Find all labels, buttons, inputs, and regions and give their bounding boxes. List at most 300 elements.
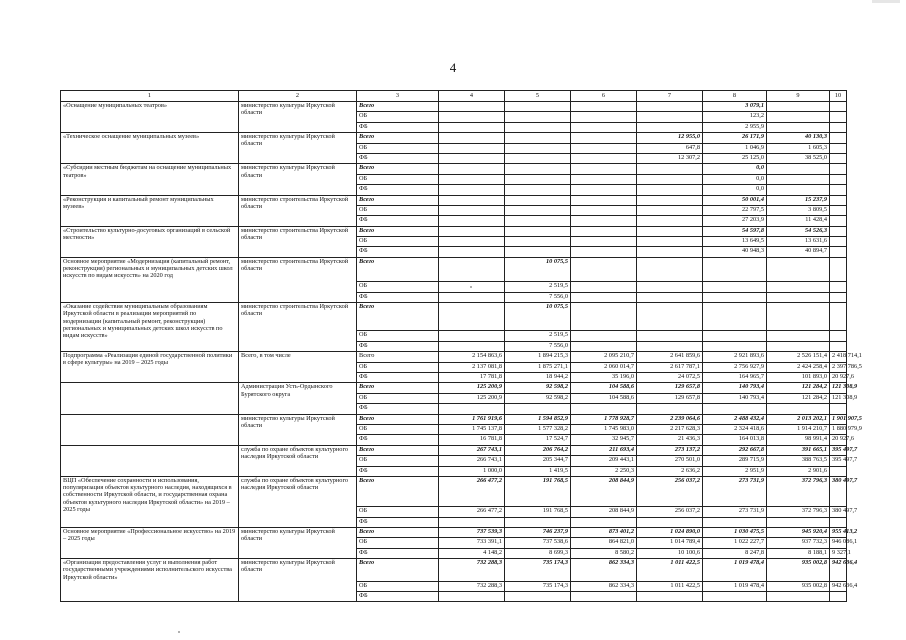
program-name-cell: «Реконструкция и капитальный ремонт муниципальных музеев»	[61, 195, 239, 226]
amount-cell: 266 477,2	[439, 476, 505, 506]
amount-cell	[767, 282, 830, 292]
amount-cell	[830, 237, 847, 247]
amount-cell: 391 665,1	[767, 445, 830, 455]
amount-cell: 21 436,3	[637, 435, 703, 445]
amount-cell: 2 397 786,5	[830, 362, 847, 372]
funding-source-cell: ОБ	[357, 174, 439, 184]
amount-cell: 942 636,4	[830, 559, 847, 581]
amount-cell: 1 901 907,5	[830, 414, 847, 424]
amount-cell: 208 844,9	[571, 476, 637, 506]
amount-cell	[439, 102, 505, 112]
executor-cell: министерство культуры Иркутской области	[239, 414, 357, 445]
amount-cell	[505, 226, 571, 236]
amount-cell: 372 796,3	[767, 476, 830, 506]
funding-source-cell: Всего	[357, 414, 439, 424]
amount-cell	[439, 122, 505, 132]
amount-cell	[571, 133, 637, 143]
amount-cell: 292 667,8	[703, 445, 767, 455]
amount-cell	[505, 164, 571, 174]
executor-cell: министерство культуры Иркутской области	[239, 528, 357, 559]
amount-cell: 98 991,4	[767, 435, 830, 445]
funding-source-cell: ОБ	[357, 237, 439, 247]
header-cell: 6	[571, 91, 637, 102]
program-name-cell	[61, 445, 239, 476]
amount-cell: 129 657,8	[637, 393, 703, 403]
executor-cell: Всего, в том числе	[239, 352, 357, 383]
amount-cell: 733 391,1	[439, 538, 505, 548]
amount-cell: 1 419,5	[505, 466, 571, 476]
amount-cell	[767, 174, 830, 184]
table-body	[61, 102, 862, 602]
amount-cell: 935 002,8	[767, 581, 830, 591]
amount-cell: 746 237,9	[505, 528, 571, 538]
amount-cell: 862 334,3	[571, 559, 637, 581]
amount-cell	[439, 112, 505, 122]
amount-cell	[505, 216, 571, 226]
amount-cell: 9 327,1	[830, 548, 847, 558]
amount-cell: 2 154 863,6	[439, 352, 505, 362]
amount-cell	[571, 102, 637, 112]
amount-cell	[571, 257, 637, 281]
program-name-cell: «Организация предоставления услуг и выполнения работ государственными учреждениями исполнительского искусства Иркутской области»	[61, 559, 239, 602]
amount-cell	[830, 466, 847, 476]
amount-cell	[439, 164, 505, 174]
amount-cell	[767, 341, 830, 351]
amount-cell: 206 764,2	[505, 445, 571, 455]
funding-source-cell: ФБ	[357, 435, 439, 445]
amount-cell	[703, 517, 767, 527]
amount-cell: 20 927,6	[830, 435, 847, 445]
amount-cell: 2 526 151,4	[767, 352, 830, 362]
amount-cell	[571, 517, 637, 527]
amount-cell	[637, 216, 703, 226]
amount-cell	[637, 195, 703, 205]
amount-cell	[571, 592, 637, 602]
amount-cell: 129 657,8	[637, 383, 703, 393]
amount-cell: 92 598,2	[505, 393, 571, 403]
program-name-cell	[61, 414, 239, 445]
amount-cell	[830, 112, 847, 122]
amount-cell	[505, 205, 571, 215]
amount-cell	[830, 122, 847, 132]
amount-cell: 2 250,3	[571, 466, 637, 476]
header-cell: 2	[239, 91, 357, 102]
amount-cell: 54 526,3	[767, 226, 830, 236]
amount-cell	[637, 185, 703, 195]
table-row	[61, 559, 847, 581]
executor-cell: служба по охране объектов культурного наследия Иркутской области	[239, 445, 357, 476]
amount-cell: 20 927,6	[830, 372, 847, 382]
header-cell: 5	[505, 91, 571, 102]
amount-cell: 395 497,7	[830, 445, 847, 455]
amount-cell: 101 893,0	[767, 372, 830, 382]
amount-cell	[439, 331, 505, 341]
funding-source-cell: Всего	[357, 303, 439, 331]
amount-cell: 1 778 928,7	[571, 414, 637, 424]
amount-cell: 7 556,0	[505, 341, 571, 351]
amount-cell	[439, 195, 505, 205]
amount-cell	[830, 282, 847, 292]
amount-cell: 2 756 927,9	[703, 362, 767, 372]
amount-cell	[439, 185, 505, 195]
funding-source-cell: ФБ	[357, 153, 439, 163]
amount-cell	[767, 257, 830, 281]
funding-source-cell: ОБ	[357, 331, 439, 341]
executor-cell: министерство строительства Иркутской области	[239, 226, 357, 257]
amount-cell	[637, 292, 703, 302]
scan-speck	[470, 286, 472, 288]
amount-cell: 2 901,6	[767, 466, 830, 476]
amount-cell	[830, 292, 847, 302]
amount-cell: 2 095 210,7	[571, 352, 637, 362]
amount-cell: 0,0	[703, 164, 767, 174]
executor-cell: министерство строительства Иркутской области	[239, 195, 357, 226]
table-row	[61, 133, 847, 143]
amount-cell	[439, 303, 505, 331]
funding-source-cell: ОБ	[357, 538, 439, 548]
amount-cell: 2 217 628,3	[637, 424, 703, 434]
amount-cell: 164 013,8	[703, 435, 767, 445]
amount-cell	[439, 153, 505, 163]
amount-cell: 1 000,0	[439, 466, 505, 476]
amount-cell	[571, 122, 637, 132]
funding-source-cell: ОБ	[357, 456, 439, 466]
amount-cell	[571, 174, 637, 184]
amount-cell: 2 955,9	[703, 122, 767, 132]
amount-cell: 4 148,2	[439, 548, 505, 558]
amount-cell	[637, 247, 703, 257]
amount-cell: 380 497,7	[830, 476, 847, 506]
header-cell: 10	[830, 91, 847, 102]
amount-cell: 8 188,1	[767, 548, 830, 558]
amount-cell	[767, 112, 830, 122]
funding-source-cell: ФБ	[357, 592, 439, 602]
amount-cell	[439, 257, 505, 281]
amount-cell: 40 130,3	[767, 133, 830, 143]
amount-cell	[637, 226, 703, 236]
funding-source-cell: Всего	[357, 102, 439, 112]
amount-cell: 1 605,3	[767, 143, 830, 153]
amount-cell	[830, 257, 847, 281]
amount-cell	[703, 292, 767, 302]
amount-cell	[505, 195, 571, 205]
amount-cell	[439, 237, 505, 247]
funding-source-cell: Всего	[357, 476, 439, 506]
amount-cell: 3 079,1	[703, 102, 767, 112]
amount-cell: 732 288,3	[439, 581, 505, 591]
executor-cell: министерство строительства Иркутской области	[239, 303, 357, 352]
amount-cell	[703, 404, 767, 414]
program-name-cell: Подпрограмма «Реализация единой государственной политики в сфере культуры» на 2019 – 2025 годы	[61, 352, 239, 383]
funding-source-cell: Всего	[357, 528, 439, 538]
amount-cell	[439, 226, 505, 236]
amount-cell: 388 763,5	[767, 456, 830, 466]
amount-cell: 270 501,0	[637, 456, 703, 466]
amount-cell: 935 002,8	[767, 559, 830, 581]
amount-cell: 873 401,2	[571, 528, 637, 538]
funding-source-cell: ОБ	[357, 581, 439, 591]
amount-cell: 1 030 475,5	[703, 528, 767, 538]
funding-source-cell: ФБ	[357, 292, 439, 302]
amount-cell: 140 793,4	[703, 383, 767, 393]
amount-cell: 1 875 271,1	[505, 362, 571, 372]
amount-cell: 937 732,3	[767, 538, 830, 548]
amount-cell	[637, 174, 703, 184]
amount-cell	[571, 237, 637, 247]
amount-cell: 13 649,5	[703, 237, 767, 247]
amount-cell: 1 761 919,6	[439, 414, 505, 424]
amount-cell	[505, 102, 571, 112]
amount-cell	[637, 237, 703, 247]
amount-cell	[830, 153, 847, 163]
amount-cell	[830, 404, 847, 414]
amount-cell	[703, 341, 767, 351]
amount-cell	[703, 303, 767, 331]
amount-cell: 38 525,0	[767, 153, 830, 163]
amount-cell: 121 308,9	[830, 383, 847, 393]
amount-cell: 208 844,9	[571, 507, 637, 517]
table-row	[61, 445, 847, 455]
program-name-cell: Основное мероприятие «Профессиональное искусство» на 2019 – 2025 годы	[61, 528, 239, 559]
amount-cell: 11 428,4	[767, 216, 830, 226]
program-name-cell: «Строительство культурно-досуговых организаций в сельской местности»	[61, 226, 239, 257]
funding-source-cell: ФБ	[357, 247, 439, 257]
funding-source-cell: ОБ	[357, 282, 439, 292]
amount-cell	[439, 404, 505, 414]
amount-cell	[571, 153, 637, 163]
amount-cell	[637, 404, 703, 414]
amount-cell	[571, 282, 637, 292]
amount-cell: 211 693,4	[571, 445, 637, 455]
amount-cell	[830, 592, 847, 602]
amount-cell: 17 781,8	[439, 372, 505, 382]
amount-cell	[830, 341, 847, 351]
amount-cell: 372 796,3	[767, 507, 830, 517]
amount-cell: 1 022 227,7	[703, 538, 767, 548]
amount-cell: 15 237,9	[767, 195, 830, 205]
amount-cell	[830, 143, 847, 153]
funding-source-cell: Всего	[357, 133, 439, 143]
budget-table	[60, 90, 862, 602]
amount-cell: 942 636,4	[830, 581, 847, 591]
amount-cell: 50 001,4	[703, 195, 767, 205]
amount-cell: 1 024 890,0	[637, 528, 703, 538]
amount-cell: 92 598,2	[505, 383, 571, 393]
amount-cell	[505, 517, 571, 527]
amount-cell	[439, 205, 505, 215]
amount-cell	[703, 257, 767, 281]
amount-cell: 735 174,3	[505, 559, 571, 581]
amount-cell: 17 524,7	[505, 435, 571, 445]
amount-cell: 732 288,3	[439, 559, 505, 581]
amount-cell	[703, 282, 767, 292]
amount-cell: 8 580,2	[571, 548, 637, 558]
amount-cell: 735 174,3	[505, 581, 571, 591]
amount-cell	[571, 303, 637, 331]
amount-cell: 2 519,5	[505, 331, 571, 341]
amount-cell: 7 556,0	[505, 292, 571, 302]
amount-cell: 54 597,8	[703, 226, 767, 236]
table-row	[61, 226, 847, 236]
table-row	[61, 383, 847, 393]
amount-cell: 32 945,7	[571, 435, 637, 445]
amount-cell	[767, 303, 830, 331]
table-row	[61, 195, 847, 205]
amount-cell	[439, 174, 505, 184]
amount-cell	[571, 331, 637, 341]
amount-cell	[767, 164, 830, 174]
amount-cell: 266 743,1	[439, 456, 505, 466]
amount-cell	[571, 226, 637, 236]
amount-cell	[703, 592, 767, 602]
amount-cell: 26 171,9	[703, 133, 767, 143]
amount-cell: 2 636,2	[637, 466, 703, 476]
executor-cell: служба по охране объектов культурного наследия Иркутской области	[239, 476, 357, 527]
amount-cell	[505, 237, 571, 247]
amount-cell: 737 539,3	[439, 528, 505, 538]
scan-speck	[178, 631, 180, 633]
program-name-cell: «Субсидии местным бюджетам на оснащение муниципальных театров»	[61, 164, 239, 195]
table-row	[61, 476, 847, 506]
amount-cell: 10 075,5	[505, 257, 571, 281]
amount-cell	[767, 102, 830, 112]
amount-cell: 13 631,6	[767, 237, 830, 247]
amount-cell	[830, 195, 847, 205]
amount-cell	[505, 133, 571, 143]
header-cell: 9	[767, 91, 830, 102]
amount-cell: 121 308,9	[830, 393, 847, 403]
amount-cell: 273 137,2	[637, 445, 703, 455]
program-name-cell: «Техническое оснащение муниципальных музеев»	[61, 133, 239, 164]
amount-cell: 121 284,2	[767, 393, 830, 403]
executor-cell: министерство строительства Иркутской области	[239, 257, 357, 302]
funding-source-cell: ФБ	[357, 466, 439, 476]
amount-cell	[505, 112, 571, 122]
amount-cell: 1 011 422,5	[637, 581, 703, 591]
amount-cell	[505, 592, 571, 602]
amount-cell: 3 809,5	[767, 205, 830, 215]
amount-cell	[830, 226, 847, 236]
executor-cell: Администрация Усть-Ордынского Бурятского округа	[239, 383, 357, 414]
amount-cell	[637, 282, 703, 292]
funding-source-cell: ОБ	[357, 205, 439, 215]
amount-cell: 25 125,0	[703, 153, 767, 163]
executor-cell: министерство культуры Иркутской области	[239, 102, 357, 133]
header-cell: 3	[357, 91, 439, 102]
amount-cell	[637, 112, 703, 122]
amount-cell: 1 014 789,4	[637, 538, 703, 548]
funding-source-cell: ОБ	[357, 143, 439, 153]
amount-cell	[505, 174, 571, 184]
program-name-cell: Основное мероприятие «Модернизация (капитальный ремонт, реконструкция) региональных и муниципальных детских школ искусств по видам искусств» на 2020 год	[61, 257, 239, 302]
amount-cell	[571, 195, 637, 205]
amount-cell	[830, 102, 847, 112]
amount-cell: 205 344,7	[505, 456, 571, 466]
amount-cell	[830, 205, 847, 215]
amount-cell: 1 011 422,5	[637, 559, 703, 581]
amount-cell: 10 100,6	[637, 548, 703, 558]
funding-source-cell: ФБ	[357, 185, 439, 195]
amount-cell	[505, 404, 571, 414]
amount-cell	[830, 185, 847, 195]
amount-cell	[637, 331, 703, 341]
amount-cell: 955 413,2	[830, 528, 847, 538]
amount-cell	[637, 341, 703, 351]
amount-cell	[505, 122, 571, 132]
amount-cell	[830, 247, 847, 257]
amount-cell	[571, 185, 637, 195]
header-row	[61, 91, 847, 102]
amount-cell	[571, 205, 637, 215]
amount-cell: 289 715,9	[703, 456, 767, 466]
funding-source-cell: ОБ	[357, 393, 439, 403]
amount-cell: 40 894,7	[767, 247, 830, 257]
amount-cell	[767, 122, 830, 132]
program-name-cell: «Оказание содействия муниципальным образованиям Иркутской области в реализации мероприятий по модернизации (капитальный ремонт, реконструкция) региональных и муниципальных детских школ искусств по видам искусств»	[61, 303, 239, 352]
amount-cell	[830, 303, 847, 331]
amount-cell	[767, 185, 830, 195]
amount-cell	[637, 517, 703, 527]
amount-cell: 256 037,2	[637, 476, 703, 506]
amount-cell	[571, 112, 637, 122]
amount-cell	[767, 517, 830, 527]
amount-cell	[505, 247, 571, 257]
executor-cell: министерство культуры Иркутской области	[239, 164, 357, 195]
header-cell: 4	[439, 91, 505, 102]
amount-cell: 2 239 064,6	[637, 414, 703, 424]
amount-cell: 737 538,6	[505, 538, 571, 548]
amount-cell: 2 013 202,1	[767, 414, 830, 424]
amount-cell	[703, 331, 767, 341]
amount-cell	[830, 216, 847, 226]
amount-cell	[637, 102, 703, 112]
amount-cell: 273 731,9	[703, 507, 767, 517]
amount-cell	[767, 592, 830, 602]
amount-cell: 104 588,6	[571, 383, 637, 393]
amount-cell: 2 617 787,1	[637, 362, 703, 372]
amount-cell: 12 307,2	[637, 153, 703, 163]
amount-cell: 8 699,3	[505, 548, 571, 558]
funding-source-cell: ФБ	[357, 372, 439, 382]
amount-cell: 2 921 893,6	[703, 352, 767, 362]
amount-cell: 2 137 081,8	[439, 362, 505, 372]
amount-cell	[439, 133, 505, 143]
amount-cell: 266 477,2	[439, 507, 505, 517]
amount-cell: 945 920,4	[767, 528, 830, 538]
amount-cell: 267 743,1	[439, 445, 505, 455]
executor-cell: министерство культуры Иркутской области	[239, 559, 357, 602]
amount-cell: 1 594 852,9	[505, 414, 571, 424]
amount-cell: 2 488 432,4	[703, 414, 767, 424]
amount-cell: 2 424 258,4	[767, 362, 830, 372]
table-row	[61, 164, 847, 174]
table-row	[61, 102, 847, 112]
amount-cell: 121 284,2	[767, 383, 830, 393]
amount-cell: 191 768,5	[505, 507, 571, 517]
amount-cell: 1 577 328,2	[505, 424, 571, 434]
header-cell: 7	[637, 91, 703, 102]
amount-cell: 395 497,7	[830, 456, 847, 466]
amount-cell	[767, 404, 830, 414]
program-name-cell: «Оснащение муниципальных театров»	[61, 102, 239, 133]
amount-cell: 191 768,5	[505, 476, 571, 506]
amount-cell	[505, 143, 571, 153]
funding-source-cell: ОБ	[357, 507, 439, 517]
funding-source-cell: Всего	[357, 383, 439, 393]
amount-cell: 1 019 478,4	[703, 559, 767, 581]
amount-cell: 27 203,9	[703, 216, 767, 226]
amount-cell	[830, 164, 847, 174]
